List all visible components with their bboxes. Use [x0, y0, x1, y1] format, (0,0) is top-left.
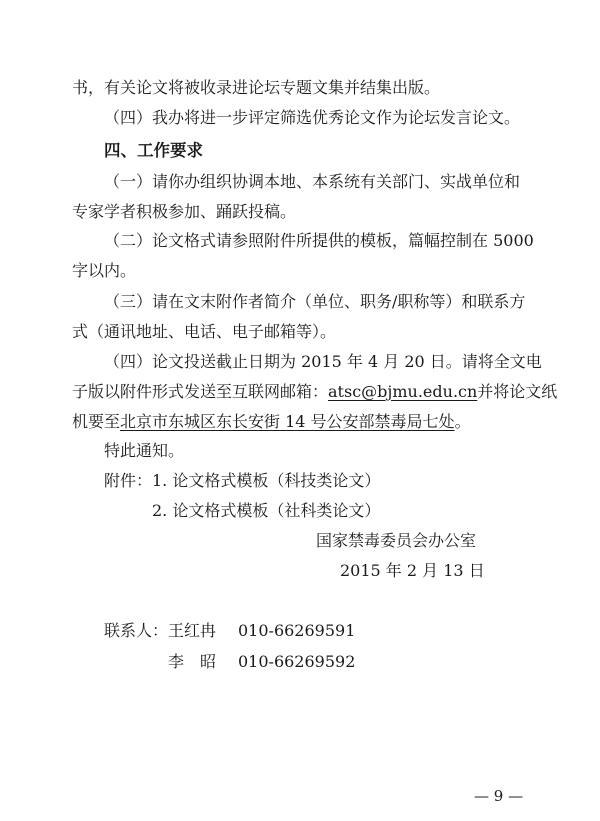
contact-phone: 010-66269591 — [238, 621, 356, 640]
issue-date: 2015 年 2 月 13 日 — [340, 561, 485, 580]
paragraph-line: 式（通讯地址、电话、电子邮箱等）。 — [72, 322, 337, 341]
contact-name: 王红冉 — [168, 621, 217, 640]
paragraph-text: 并将论文纸 — [477, 382, 558, 401]
page-number: — 9 — — [474, 787, 524, 805]
paragraph-line — [72, 381, 557, 403]
paragraph-line: 专家学者积极参加、踊跃投稿。 — [72, 202, 297, 221]
issuing-organization: 国家禁毒委员会办公室 — [316, 531, 477, 550]
paragraph-line: 书，有关论文将被收录进论坛专题文集并结集出版。 — [72, 78, 441, 97]
section-heading: 四、工作要求 — [104, 141, 203, 160]
paragraph-line: （四）论文投送截止日期为 2015 年 4 月 20 日。请将全文电 — [104, 352, 542, 371]
contact-name: 李 昭 — [168, 652, 217, 671]
attachment-label: 附件： — [104, 471, 153, 490]
contact-label: 联系人： — [104, 621, 169, 640]
paragraph-line: 字以内。 — [72, 261, 137, 280]
attachment-item: 1. 论文格式模板（科技类论文） — [152, 471, 381, 490]
email-link[interactable]: atsc@bjmu.edu.cn — [328, 382, 478, 401]
paragraph-text: 子版以附件形式发送至互联网邮箱： — [72, 382, 329, 401]
paragraph-line: （三）请在文末附作者简介（单位、职务/职称等）和联系方 — [104, 292, 526, 311]
paragraph-text: 机要至 — [72, 412, 121, 431]
contact-phone: 010-66269592 — [238, 652, 356, 671]
paragraph-line: （二）论文格式请参照附件所提供的模板，篇幅控制在 5000 — [104, 231, 534, 250]
paragraph-line: （一）请你办组织协调本地、本系统有关部门、实战单位和 — [104, 172, 521, 191]
paragraph-line — [72, 411, 471, 433]
mailing-address: 北京市东城区东长安街 14 号公安部禁毒局七处 — [120, 412, 455, 431]
notice-line: 特此通知。 — [104, 441, 185, 460]
attachment-item: 2. 论文格式模板（社科类论文） — [152, 501, 381, 520]
paragraph-line: （四）我办将进一步评定筛选优秀论文作为论坛发言论文。 — [104, 108, 521, 127]
paragraph-text: 。 — [454, 412, 471, 431]
